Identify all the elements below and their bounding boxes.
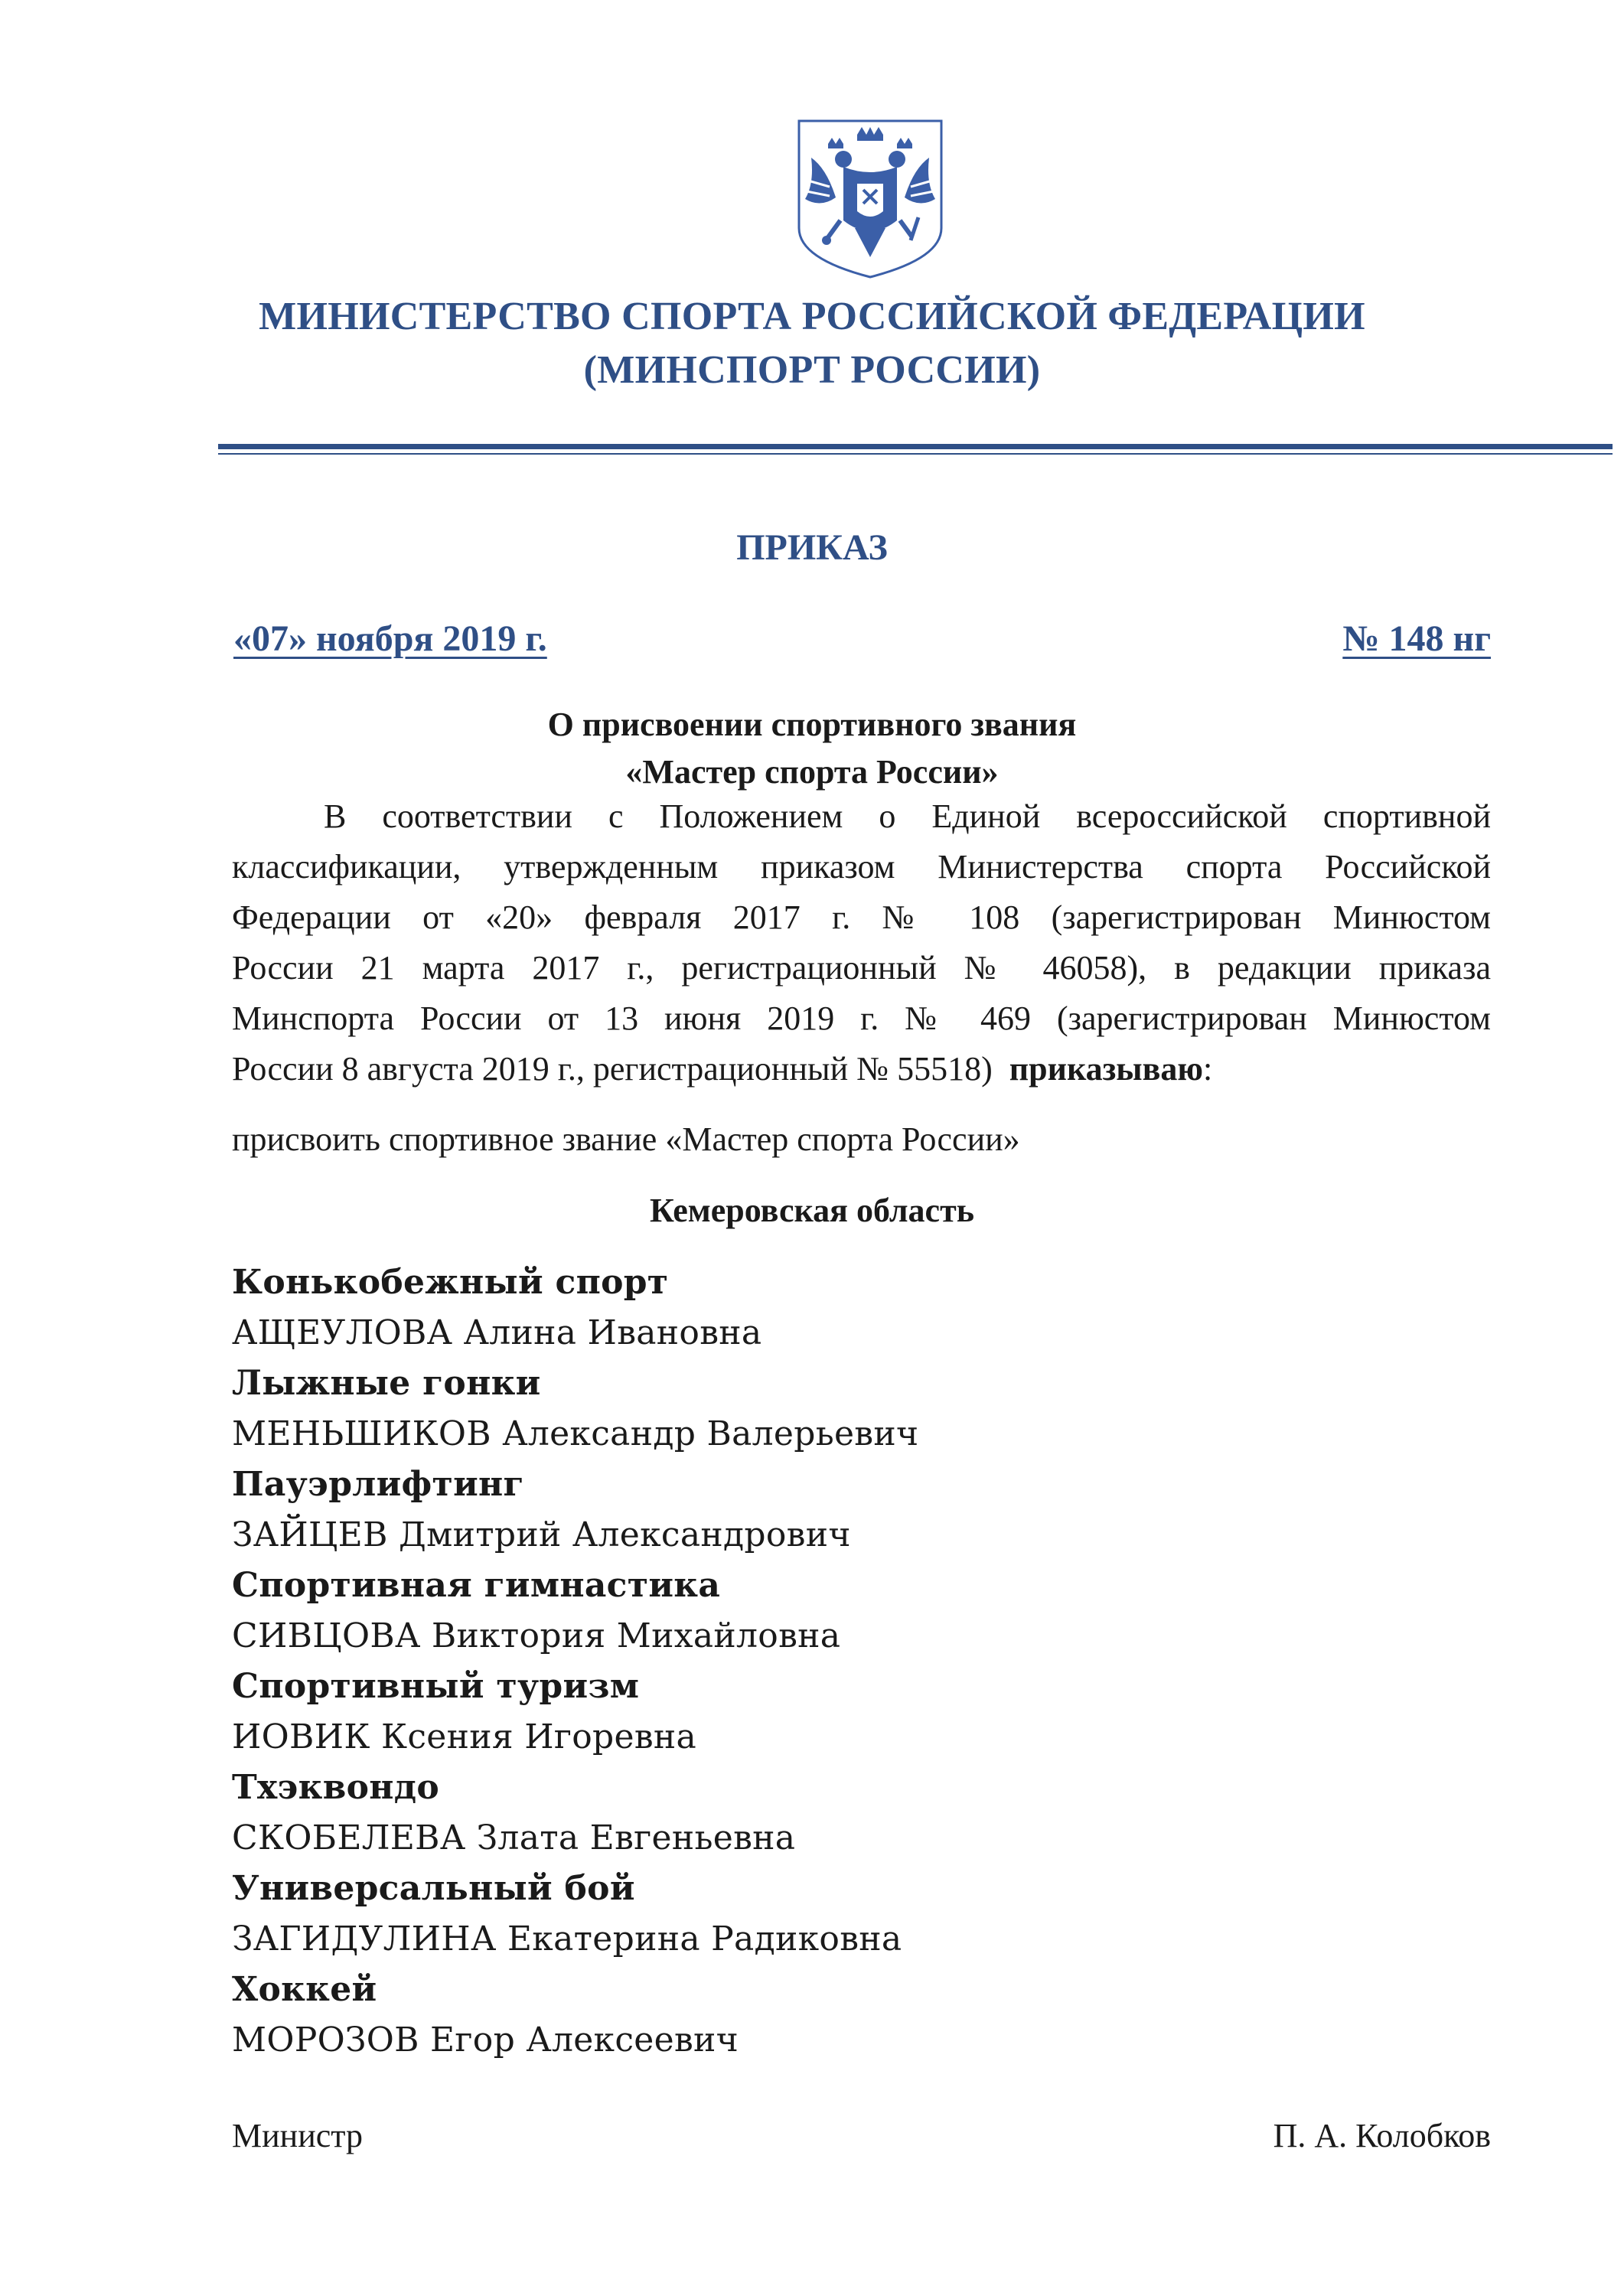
decree-punctuation: :	[1203, 1050, 1213, 1088]
order-number: № 148 нг	[1342, 618, 1491, 659]
signer-title: Министр	[232, 2117, 364, 2154]
decree-word: приказываю	[1009, 1050, 1204, 1088]
order-date: «07» ноября 2019 г.	[233, 618, 547, 659]
athlete-name: СИВЦОВА Виктория Михайловна	[232, 1616, 841, 1655]
preamble-line: Федерации от «20» февраля 2017 г. № 108 (зарегистрирован Минюстом	[232, 899, 1491, 936]
coat-of-arms-icon	[782, 113, 958, 283]
sport-name: Спортивный туризм	[232, 1667, 640, 1706]
athlete-name: МОРОЗОВ Егор Алексеевич	[232, 2020, 739, 2060]
document-title: ПРИКАЗ	[736, 527, 888, 568]
ministry-name: МИНИСТЕРСТВО СПОРТА РОССИЙСКОЙ ФЕДЕРАЦИИ	[259, 295, 1365, 338]
sport-name: Хоккей	[232, 1970, 377, 2009]
preamble-line: Минспорта России от 13 июня 2019 г. № 469 (зарегистрирован Минюстом	[232, 1000, 1491, 1037]
header-divider-thin	[218, 453, 1613, 455]
preamble-line: В соответствии с Положением о Единой всероссийской спортивной	[324, 797, 1491, 835]
preamble-line: классификации, утвержденным приказом Министерства спорта Российской	[232, 848, 1491, 885]
athlete-name: ИОВИК Ксения Игоревна	[232, 1717, 697, 1756]
sport-name: Пауэрлифтинг	[232, 1465, 524, 1504]
ministry-short-name: (МИНСПОРТ РОССИИ)	[583, 348, 1041, 392]
subject-title: «Мастер спорта России»	[625, 753, 999, 791]
athlete-name: ЗАГИДУЛИНА Екатерина Радиковна	[232, 1919, 902, 1958]
sport-name: Конькобежный спорт	[232, 1263, 669, 1302]
athlete-name: СКОБЕЛЕВА Злата Евгеньевна	[232, 1818, 796, 1857]
signer-name: П. А. Колобков	[1273, 2117, 1491, 2154]
region-heading: Кемеровская область	[650, 1192, 974, 1229]
sport-name: Универсальный бой	[232, 1869, 635, 1908]
subject-heading: О присвоении спортивного звания	[547, 706, 1077, 743]
header-divider-thick	[218, 444, 1613, 449]
decision-text: присвоить спортивное звание «Мастер спорта России»	[232, 1120, 1020, 1158]
sport-name: Лыжные гонки	[232, 1364, 541, 1403]
athlete-name: ЗАЙЦЕВ Дмитрий Александрович	[232, 1515, 851, 1554]
sport-name: Спортивная гимнастика	[232, 1566, 721, 1605]
preamble-last-line	[232, 1044, 1491, 1094]
sport-name: Тхэквондо	[232, 1768, 440, 1807]
athlete-name: АЩЕУЛОВА Алина Ивановна	[232, 1313, 762, 1352]
preamble-line: России 8 августа 2019 г., регистрационный № 55518)	[232, 1050, 993, 1088]
athlete-name: МЕНЬШИКОВ Александр Валерьевич	[232, 1414, 919, 1453]
preamble-line: России 21 марта 2017 г., регистрационный № 46058), в редакции приказа	[232, 949, 1491, 987]
